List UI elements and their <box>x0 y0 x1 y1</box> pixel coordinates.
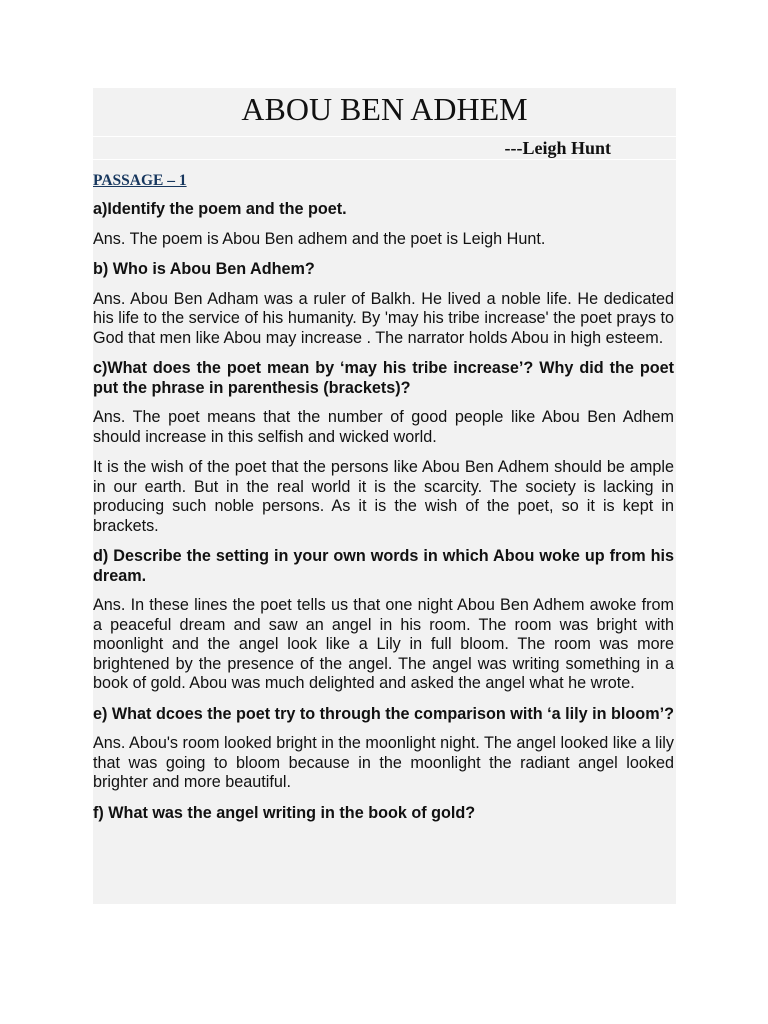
page-title: ABOU BEN ADHEM <box>241 91 528 127</box>
question-d: d) Describe the setting in your own words in which Abou woke up from his dream. <box>93 547 674 585</box>
answer-c-paragraph-1: Ans. The poet means that the number of good people like Abou Ben Adhem should increase in this selfish and wicked world. <box>93 408 674 446</box>
passage-heading: PASSAGE – 1 <box>93 172 187 189</box>
question-e: e) What dcoes the poet try to through the comparison with ‘a lily in bloom’? <box>93 704 674 723</box>
author-line: ---Leigh Hunt <box>504 138 611 158</box>
question-f: f) What was the angel writing in the book of gold? <box>93 803 476 822</box>
answer-e: Ans. Abou's room looked bright in the moonlight night. The angel looked like a lily that was going to bloom because in the moonlight the radiant angel looked brighter and more beautiful. <box>93 734 674 791</box>
question-c: c)What does the poet mean by ‘may his tribe increase’? Why did the poet put the phrase in parenthesis (brackets)? <box>93 359 674 397</box>
question-b: b) Who is Abou Ben Adhem? <box>93 260 315 278</box>
answer-c-paragraph-2: It is the wish of the poet that the persons like Abou Ben Adhem should be ample in our earth. But in the real world it is the scarcity. The society is lacking in producing such noble persons. As it is the wish of the poet, so it is kept in brackets. <box>93 458 674 535</box>
answer-a: Ans. The poem is Abou Ben adhem and the poet is Leigh Hunt. <box>93 229 546 248</box>
answer-b: Ans. Abou Ben Adham was a ruler of Balkh. He lived a noble life. He dedicated his life to the service of his humanity. By 'may his tribe increase' the poet prays to God that men like Abou may increase . The narrator holds Abou in high esteem. <box>93 289 674 347</box>
question-a: a)Identify the poem and the poet. <box>93 200 347 218</box>
answer-d: Ans. In these lines the poet tells us that one night Abou Ben Adhem awoke from a peaceful dream and saw an angel in his room. The room was bright with moonlight and the angel look like a Lily in full bloom. The room was more brightened by the presence of the angel. The angel was writing something in a book of gold. Abou was much delighted and asked the angel what he wrote. <box>93 596 674 692</box>
document-body <box>93 171 674 833</box>
